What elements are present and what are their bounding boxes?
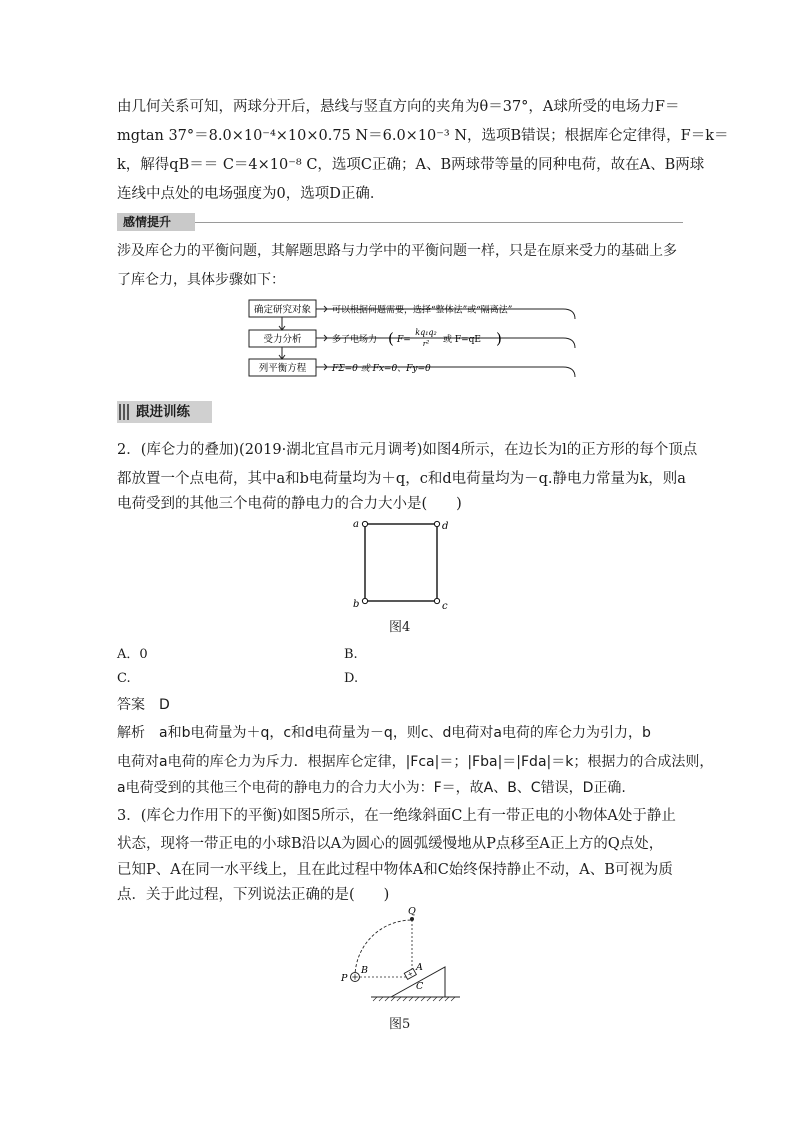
option-b: B.: [344, 647, 358, 662]
figure-4-square: [350, 515, 455, 615]
text-line: 由几何关系可知，两球分开后，悬线与竖直方向的夹角为θ＝37°，A球所受的电场力F＝: [117, 99, 680, 115]
question-text: 电荷受到的其他三个电荷的静电力的合力大小是( ): [117, 496, 462, 512]
steps-flowchart: [245, 297, 580, 382]
text-line: 连线中点处的电场强度为0，选项D正确．: [117, 186, 385, 202]
formula-bracket: ): [496, 329, 502, 348]
point-label-q: Q: [408, 906, 416, 917]
figure-4-caption: 图4: [389, 620, 411, 635]
question-text: 状态，现将一带正电的小球B沿以A为圆心的圆弧缓慢地从P点移至A正上方的Q点处，: [117, 836, 664, 852]
figure-5-caption: 图5: [389, 1017, 411, 1032]
question-text: 2．(库仑力的叠加)(2019·湖北宜昌市元月调考)如图4所示，在边长为l的正方形的每个顶点: [117, 442, 698, 458]
option-d: D.: [344, 671, 359, 686]
corner-label-d: d: [442, 521, 449, 532]
formula-f: F=: [397, 335, 411, 345]
point-label-a: A: [416, 962, 423, 973]
text-line: mgtan 37°＝8.0×10⁻⁴×10×0.75 N＝6.0×10⁻³ N，选项B错误；根据库仑定律得，F＝k＝: [117, 128, 729, 144]
formula-denominator: r²: [422, 339, 430, 348]
flow-step: 受力分析: [263, 334, 302, 345]
insight-text: 了库仑力，具体步骤如下：: [117, 272, 285, 288]
answer: 答案 D: [117, 697, 170, 713]
formula-numerator: kq₁q₂: [415, 328, 437, 337]
point-label-c: C: [416, 981, 424, 992]
formula-bracket: (: [388, 329, 394, 348]
flow-note: 多了电场力: [332, 335, 378, 345]
insight-text: 涉及库仑力的平衡问题，其解题思路与力学中的平衡问题一样，只是在原来受力的基础上多: [117, 243, 677, 259]
insight-heading-bar: [117, 213, 683, 231]
flow-note: 可以根据问题需要，选择“整体法”或“隔离法”: [332, 305, 513, 316]
section-heading-label: 跟进训练: [136, 404, 190, 420]
text-line: k，解得qB＝＝ C＝4×10⁻⁸ C，选项C正确；A、B两球带等量的同种电荷，故在A、B两球: [117, 157, 705, 173]
section-heading: [117, 401, 212, 423]
corner-label-c: c: [442, 601, 448, 612]
formula-tail: 或 F=qE: [443, 335, 481, 345]
flow-step: 确定研究对象: [253, 304, 312, 316]
point-label-b: B: [361, 965, 368, 976]
question-text: 3．(库仑力作用下的平衡)如图5所示，在一绝缘斜面C上有一带正电的小物体A处于静止: [117, 808, 676, 824]
analysis-text: 解析 a和b电荷量为＋q，c和d电荷量为－q，则c、d电荷对a电荷的库仑力为引力，b: [117, 725, 651, 741]
figure-5-incline: [335, 905, 470, 1005]
corner-label-b: b: [353, 599, 360, 610]
flow-note: FΣ=0 或 Fx=0、Fy=0: [332, 364, 431, 374]
option-a: A．0: [117, 647, 148, 662]
corner-label-a: a: [353, 519, 359, 530]
analysis-text: a电荷受到的其他三个电荷的静电力的合力大小为：F＝，故A、B、C错误，D正确.: [117, 780, 626, 796]
question-text: 已知P、A在同一水平线上，且在此过程中物体A和C始终保持静止不动，A、B可视为质: [117, 862, 673, 878]
option-c: C.: [117, 671, 131, 686]
point-label-p: P: [341, 973, 348, 984]
stripes-icon: [119, 404, 131, 420]
question-text: 点．关于此过程，下列说法正确的是( ): [117, 887, 390, 903]
flow-step: 列平衡方程: [258, 363, 307, 374]
question-text: 都放置一个点电荷，其中a和b电荷量均为＋q，c和d电荷量均为－q.静电力常量为k，则a: [117, 471, 686, 487]
insight-heading: 感情提升: [123, 215, 172, 229]
analysis-text: 电荷对a电荷的库仑力为斥力．根据库仑定律，|Fca|＝；|Fba|＝|Fda|＝k；根据力的合成法则，: [117, 754, 714, 770]
